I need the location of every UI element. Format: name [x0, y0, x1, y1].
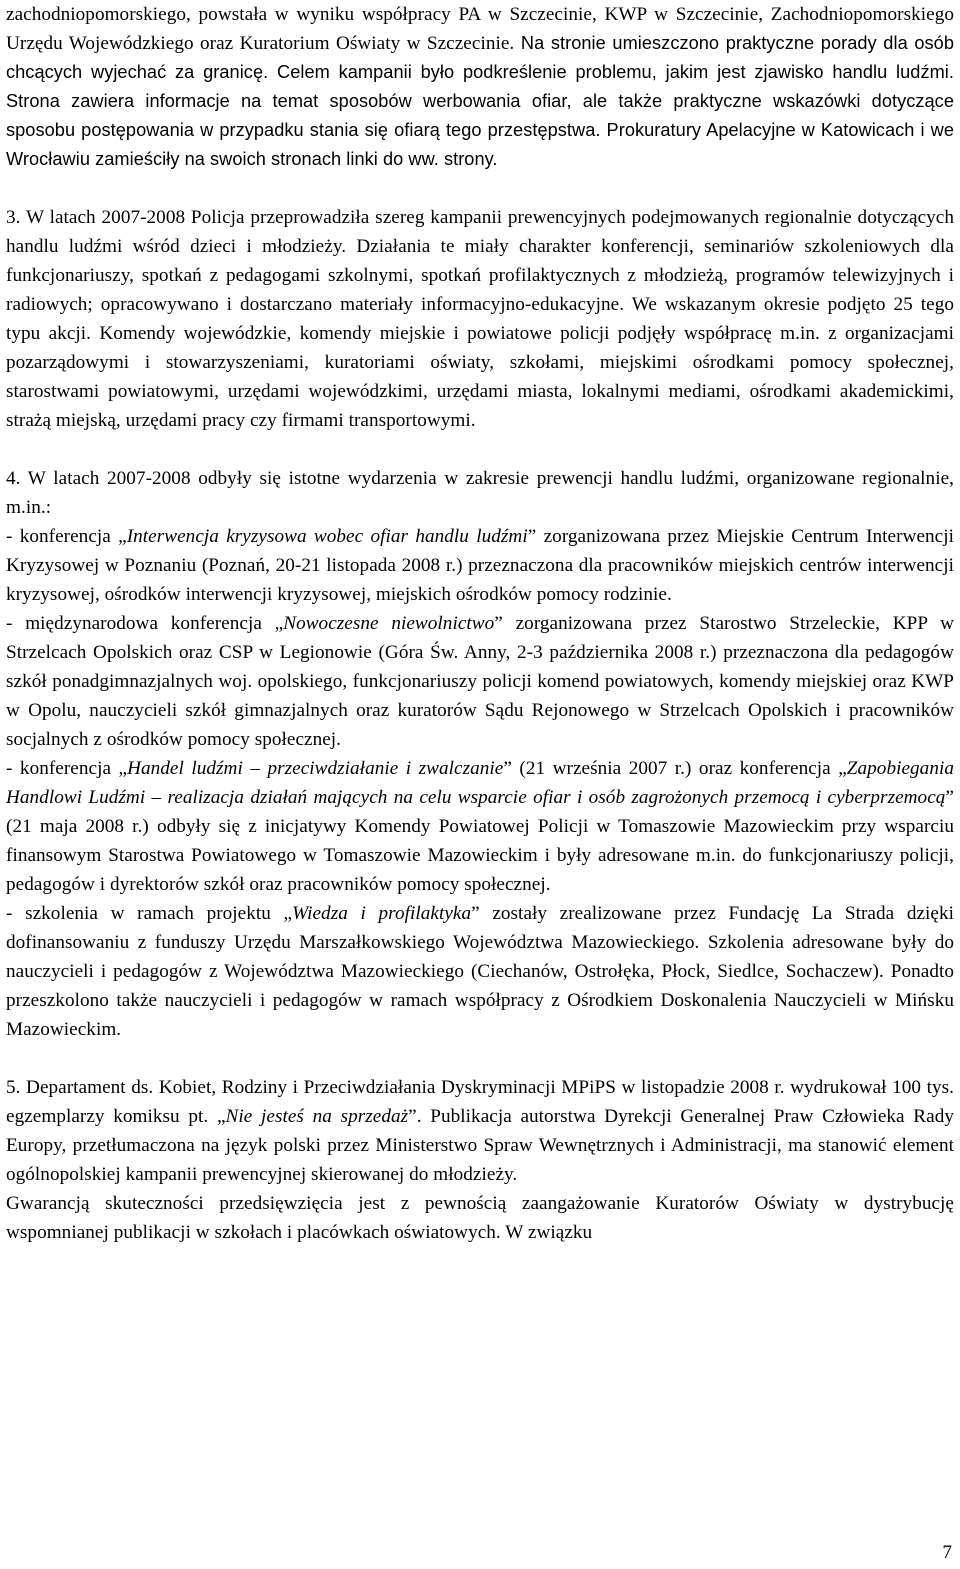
paragraph-gap: [6, 1044, 954, 1073]
project-title: Wiedza i profilaktyka: [292, 903, 472, 924]
list-item-conference-tomaszow: [6, 754, 954, 899]
text-run: ” zorganizowana przez Starostwo Strzeleckie, KPP w Strzelcach Opolskich oraz CSP w Legionowie (Góra Św. Anny, 2-3 października 2008 r.) przeznaczona dla pedagogów szkół ponadgimnazjalnych woj. opolskiego, funkcjonariuszy policji komend powiatowych, komendy miejskiej oraz KWP w Opolu, nauczycieli szkół gimnazjalnych oraz kuratorów Sądu Rejonowego w Strzelcach Opolskich i pracowników socjalnych z ośrodków pomocy społecznej.: [6, 613, 954, 750]
paragraph-gap: [6, 174, 954, 203]
text-run: ” zostały zrealizowane przez Fundację La Strada dzięki dofinansowaniu z funduszy Urzędu Marszałkowskiego Województwa Mazowieckiego. Szkolenia adresowane były do nauczycieli i pedagogów z Województwa Mazowieckiego (Ciechanów, Ostrołęka, Płock, Siedlce, Sochaczew). Ponadto przeszkolono także nauczycieli i pedagogów w ramach współpracy z Ośrodkiem Doskonalenia Nauczycieli w Mińsku Mazowieckim.: [6, 903, 955, 1040]
text-run: - konferencja „: [6, 758, 128, 779]
paragraph-guarantee: Gwarancją skuteczności przedsięwzięcia jest z pewnością zaangażowanie Kuratorów Oświaty w dystrybucję wspomnianej publikacji w szkołach i placówkach oświatowych. W związku: [6, 1193, 954, 1243]
conference-title: Interwencja kryzysowa wobec ofiar handlu ludźmi: [126, 526, 528, 547]
text-run: Komendy wojewódzkie, komendy miejskie i powiatowe policji podjęły współpracę m.in. z organizacjami pozarządowymi i stowarzyszeniami, kuratoriami oświaty, szkołami, miejskimi ośrodkami pomocy społecznej, starostwami powiatowymi, urzędami wojewódzkimi, urzędami miasta, lokalnymi mediami, ośrodkami akademickimi, strażą miejską, urzędami pracy czy firmami transportowymi.: [6, 323, 954, 431]
text-run: ”. Publikacja autorstwa Dyrekcji Generalnej Praw Człowieka Rady Europy, przetłumaczona na język polski przez Ministerstwo Spraw Wewnętrznych i Administracji, ma stanowić element ogólnopolskiej kampanii prewencyjnej skierowanej do młodzieży.: [6, 1106, 954, 1185]
text-run: 3. W latach 2007-2008 Policja przeprowadziła szereg kampanii prewencyjnych podejmowanych regionalnie dotyczących handlu ludźmi wśród dzieci i młodzieży.: [6, 207, 954, 257]
page-number: 7: [942, 1542, 952, 1563]
paragraph-campaign-website: [6, 0, 954, 174]
list-item-training-la-strada: [6, 899, 954, 1044]
conference-title: Zapobiegania Handlowi Ludźmi – realizacja działań mających na celu wsparcie ofiar i osób zagrożonych przemocą i cyberprzemocą: [6, 758, 954, 808]
paragraph-3-police-campaigns: [6, 203, 954, 435]
list-item-conference-gora-sw-anny: [6, 609, 954, 754]
comic-title: Nie jesteś na sprzedaż: [225, 1106, 409, 1127]
paragraph-4-intro: 4. W latach 2007-2008 odbyły się istotne wydarzenia w zakresie prewencji handlu ludźmi, organizowane regionalnie, m.in.:: [6, 468, 954, 518]
text-run: zachodniopomorskiego, powstała w wyniku współpracy PA w Szczecinie, KWP w Szczecinie, Zachodniopomorskiego Urzędu Wojewódzkiego oraz Kuratorium Oświaty w Szczecinie.: [6, 4, 954, 54]
text-run: Działania te miały charakter konferencji, seminariów szkoleniowych dla funkcjonariuszy, spotkań z pedagogami szkolnymi, spotkań profilaktycznych z młodzieżą, programów telewizyjnych i radiowych; opracowywano i dostarczano materiały informacyjno-edukacyjne. We wskazanym okresie podjęto 25 tego typu akcji.: [6, 236, 954, 344]
text-run: ” (21 maja 2008 r.) odbyły się z inicjatywy Komendy Powiatowej Policji w Tomaszowie Mazowieckim przy wsparciu finansowym Starostwa Powiatowego w Tomaszowie Mazowieckim i były adresowane m.in. do funkcjonariuszy policji, pedagogów i dyrektorów szkół oraz pracowników pomocy społecznej.: [6, 787, 954, 895]
text-run-sans: Na stronie umieszczono praktyczne porady dla osób chcących wyjechać za granicę. Celem kampanii było podkreślenie problemu, jakim jest zjawisko handlu ludźmi. Strona zawiera informacje na temat sposobów werbowania ofiar, ale także praktyczne wskazówki dotyczące sposobu postępowania w przypadku stania się ofiarą tego przestępstwa. Prokuratury Apelacyjne w Katowicach i we Wrocławiu zamieściły na swoich stronach linki do ww. strony.: [6, 33, 954, 169]
text-run: ” (21 września 2007 r.) oraz konferencja „: [503, 758, 847, 779]
document-page: [6, 0, 954, 1247]
text-run: - szkolenia w ramach projektu „: [6, 903, 293, 924]
conference-title: Nowoczesne niewolnictwo: [283, 613, 495, 634]
conference-title: Handel ludźmi – przeciwdziałanie i zwalczanie: [127, 758, 504, 779]
text-run: 5. Departament ds. Kobiet, Rodziny i Przeciwdziałania Dyskryminacji MPiPS w listopadzie 2008 r. wydrukował 100 tys. egzemplarzy komiksu pt. „: [6, 1077, 954, 1127]
text-run: ” zorganizowana przez Miejskie Centrum Interwencji Kryzysowej w Poznaniu (Poznań, 20-21 listopada 2008 r.) przeznaczona dla pracowników miejskich centrów interwencji kryzysowej, ośrodków interwencji kryzysowej, miejskich ośrodków pomocy rodzinie.: [6, 526, 954, 605]
paragraph-gap: [6, 435, 954, 464]
list-item-conference-poznan: [6, 522, 954, 609]
text-run: - konferencja „: [6, 526, 127, 547]
paragraph-5-comic-publication: [6, 1073, 954, 1189]
text-run: - międzynarodowa konferencja „: [6, 613, 284, 634]
